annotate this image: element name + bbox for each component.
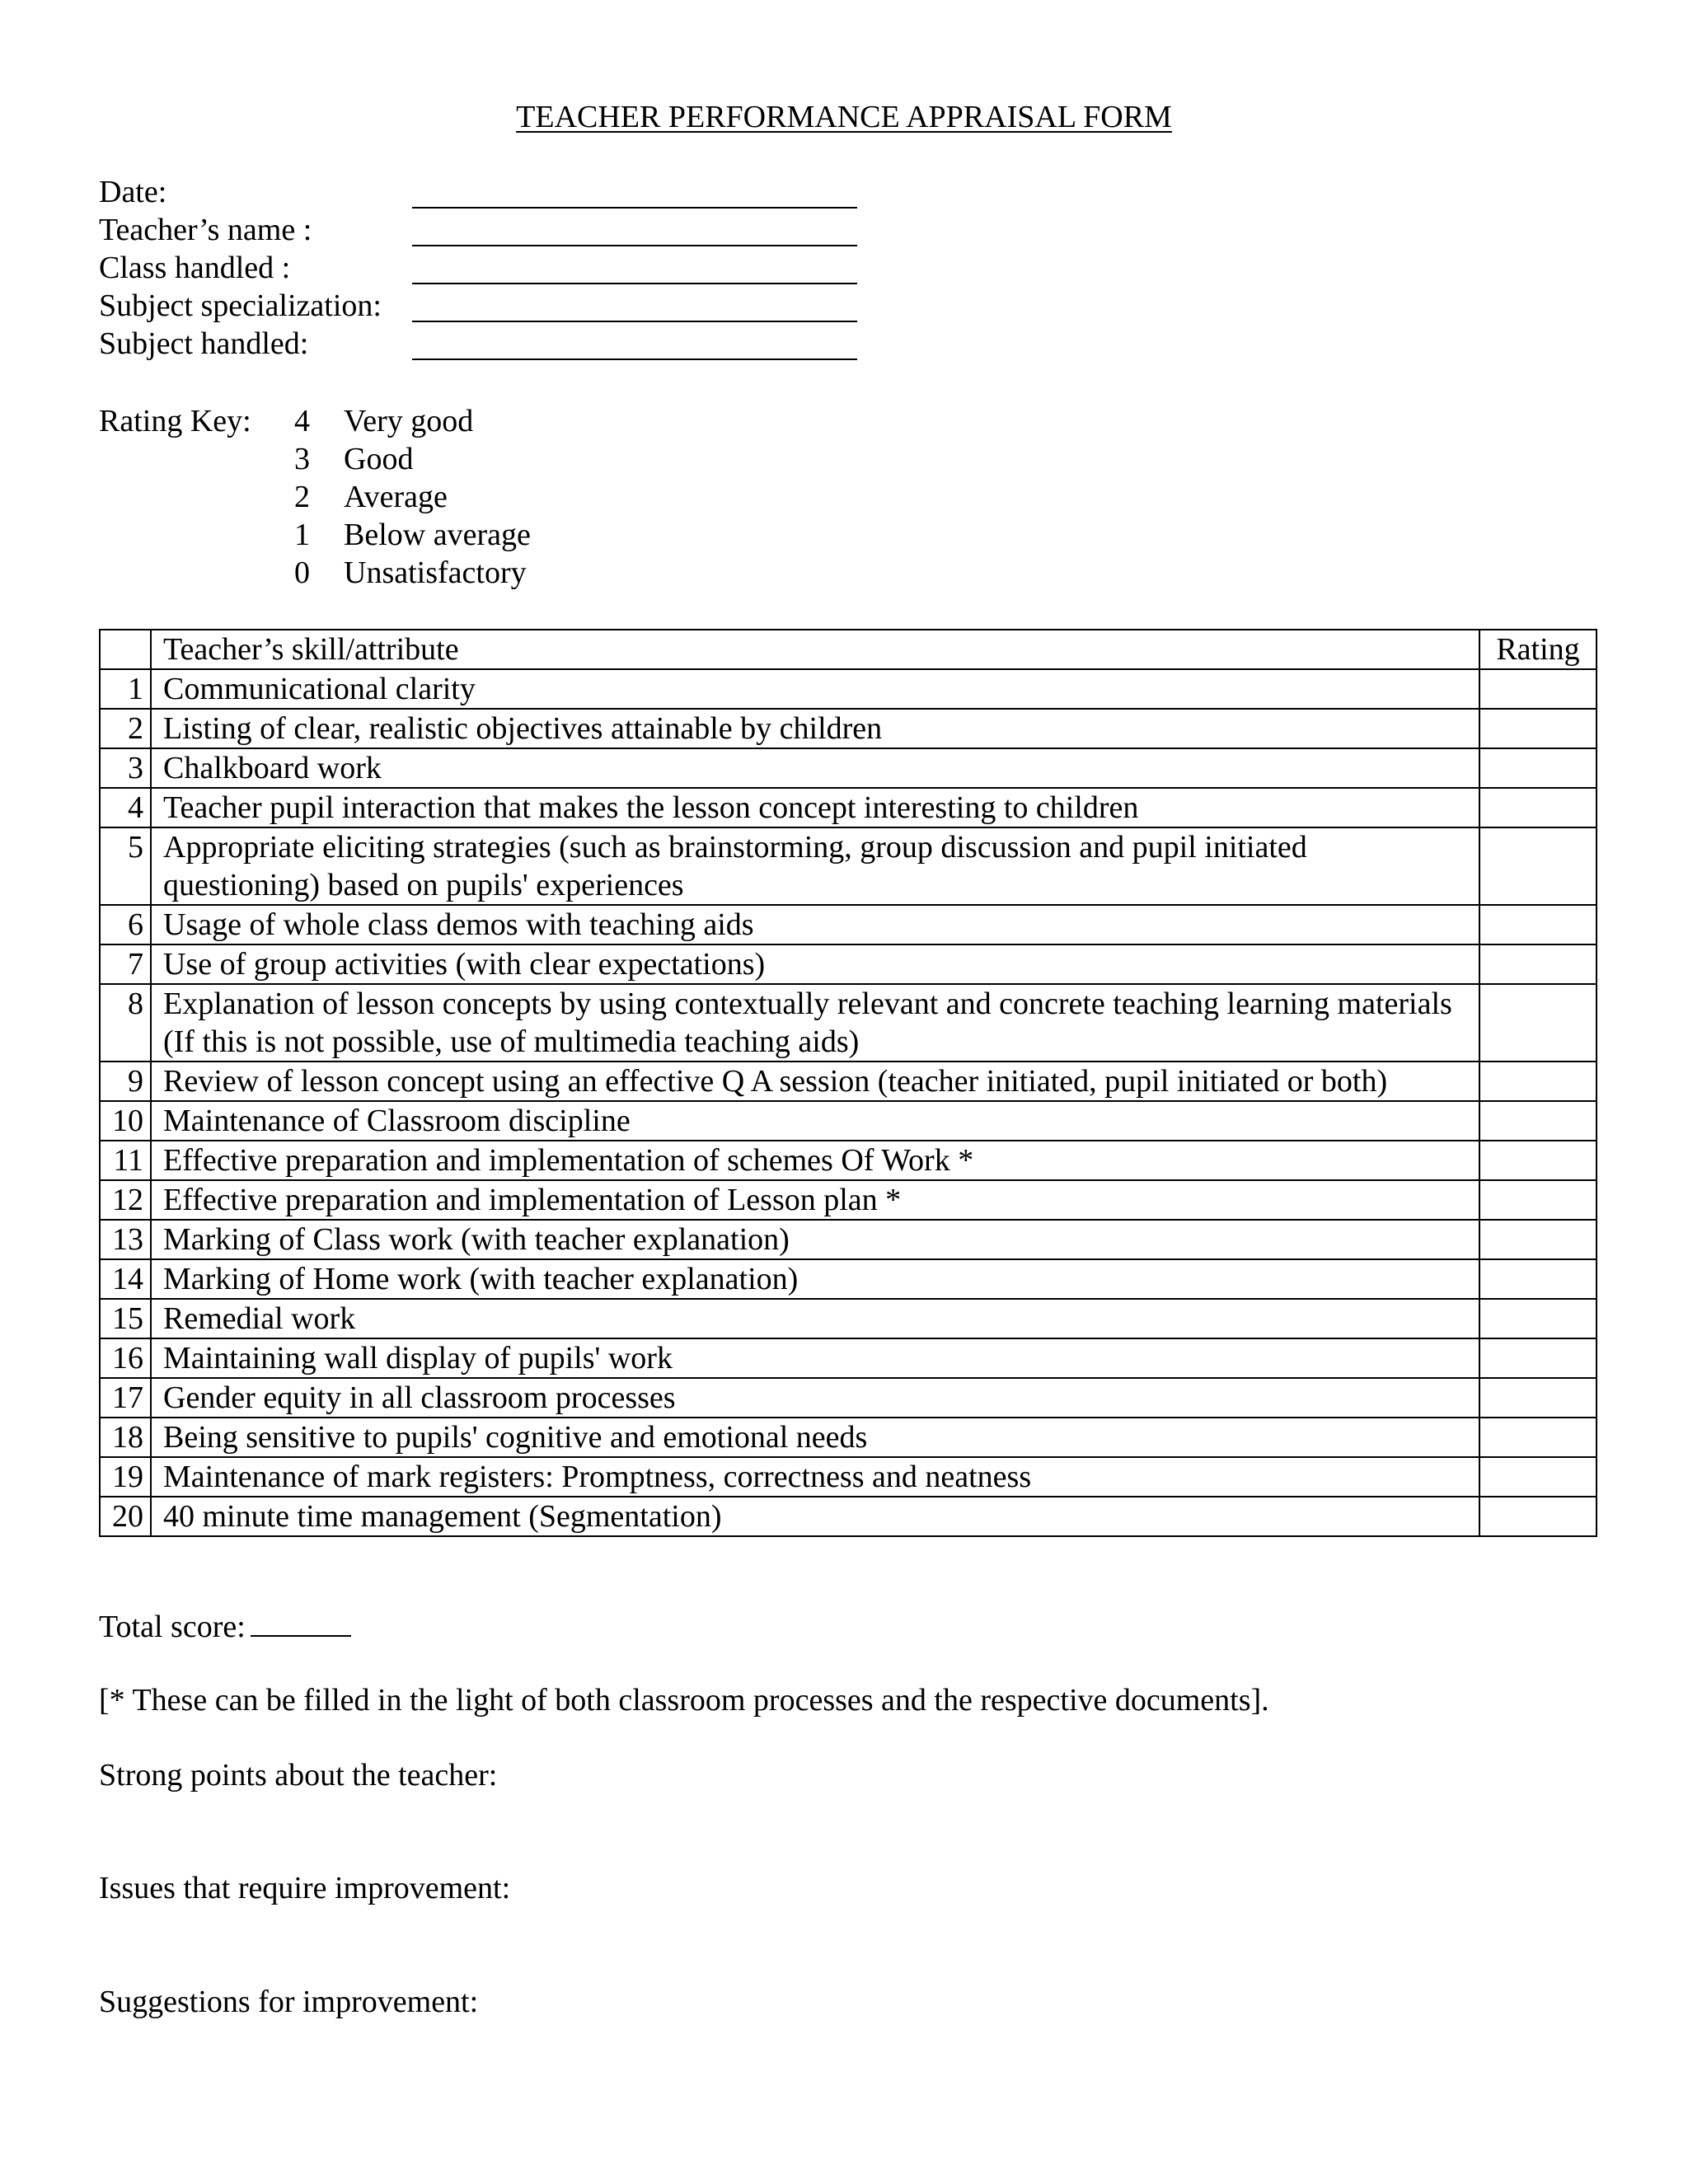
rating-key-value: 4	[294, 404, 310, 438]
row-skill-cell: 40 minute time management (Segmentation)	[151, 1497, 1479, 1536]
row-number-cell: 5	[100, 827, 151, 905]
row-rating-cell[interactable]	[1479, 1062, 1597, 1101]
field-label: Teacher’s name :	[99, 213, 312, 247]
rating-key-item	[294, 554, 527, 592]
row-skill-cell: Maintenance of Classroom discipline	[151, 1101, 1479, 1141]
table-row	[100, 905, 1597, 944]
field-blank-line[interactable]	[412, 207, 857, 209]
row-skill-cell: Remedial work	[151, 1299, 1479, 1338]
field-blank-line[interactable]	[412, 283, 857, 284]
rating-key-item	[294, 516, 531, 554]
row-rating-cell[interactable]	[1479, 1418, 1597, 1457]
row-rating-cell[interactable]	[1479, 1180, 1597, 1220]
row-number-cell: 12	[100, 1180, 151, 1220]
row-number-cell: 4	[100, 788, 151, 827]
rating-key-value: 1	[294, 518, 310, 552]
strong-points-label: Strong points about the teacher:	[99, 1758, 498, 1793]
table-row	[100, 1141, 1597, 1180]
row-skill-cell: Teacher pupil interaction that makes the lesson concept interesting to children	[151, 788, 1479, 827]
row-rating-cell[interactable]	[1479, 1497, 1597, 1536]
rating-key-item	[294, 478, 448, 516]
row-rating-cell[interactable]	[1479, 748, 1597, 788]
row-rating-cell[interactable]	[1479, 1457, 1597, 1497]
table-row	[100, 1101, 1597, 1141]
row-skill-cell: Gender equity in all classroom processes	[151, 1378, 1479, 1418]
row-number-cell: 9	[100, 1062, 151, 1101]
row-number-cell: 2	[100, 709, 151, 748]
row-number-cell: 3	[100, 748, 151, 788]
table-row	[100, 1299, 1597, 1338]
row-number-cell: 8	[100, 984, 151, 1062]
row-number-cell: 13	[100, 1220, 151, 1259]
rating-key-label: Rating Key:	[99, 404, 251, 438]
total-score-label: Total score:	[99, 1610, 246, 1644]
row-skill-cell: Effective preparation and implementation of Lesson plan *	[151, 1180, 1479, 1220]
table-row	[100, 1259, 1597, 1299]
row-rating-cell[interactable]	[1479, 984, 1597, 1062]
skills-table-body	[100, 669, 1597, 1536]
table-row	[100, 1220, 1597, 1259]
row-skill-cell: Explanation of lesson concepts by using contextually relevant and concrete teaching learning materials (If this is not possible, use of multimedia teaching aids)	[151, 984, 1479, 1062]
row-skill-cell: Maintenance of mark registers: Promptness, correctness and neatness	[151, 1457, 1479, 1497]
row-number-cell: 20	[100, 1497, 151, 1536]
row-number-cell: 1	[100, 669, 151, 709]
row-rating-cell[interactable]	[1479, 788, 1597, 827]
row-rating-cell[interactable]	[1479, 905, 1597, 944]
row-number-cell: 6	[100, 905, 151, 944]
rating-key-item	[294, 440, 413, 478]
rating-key-text: Unsatisfactory	[344, 555, 527, 590]
row-skill-cell: Appropriate eliciting strategies (such as brainstorming, group discussion and pupil initiated questioning) based on pupils' experiences	[151, 827, 1479, 905]
table-row	[100, 1418, 1597, 1457]
row-number-cell: 10	[100, 1101, 151, 1141]
table-row	[100, 1338, 1597, 1378]
row-rating-cell[interactable]	[1479, 1338, 1597, 1378]
table-row	[100, 1180, 1597, 1220]
table-row	[100, 827, 1597, 905]
header-number-cell	[100, 630, 151, 669]
table-row	[100, 1062, 1597, 1101]
skills-table	[99, 629, 1597, 1537]
row-skill-cell: Maintaining wall display of pupils' work	[151, 1338, 1479, 1378]
rating-key-value: 2	[294, 480, 310, 514]
table-row	[100, 709, 1597, 748]
row-number-cell: 15	[100, 1299, 151, 1338]
field-blank-line[interactable]	[412, 359, 857, 360]
table-row	[100, 944, 1597, 984]
row-rating-cell[interactable]	[1479, 827, 1597, 905]
table-row	[100, 669, 1597, 709]
rating-key-value: 0	[294, 555, 310, 590]
table-row	[100, 788, 1597, 827]
row-rating-cell[interactable]	[1479, 669, 1597, 709]
rating-key-item	[294, 402, 473, 440]
header-skill-cell: Teacher’s skill/attribute	[151, 630, 1479, 669]
field-blank-line[interactable]	[412, 321, 857, 322]
table-row	[100, 1457, 1597, 1497]
row-rating-cell[interactable]	[1479, 1220, 1597, 1259]
suggestions-label: Suggestions for improvement:	[99, 1985, 479, 2019]
footnote: [* These can be filled in the light of both classroom processes and the respective documents].	[99, 1683, 1269, 1718]
field-blank-line[interactable]	[412, 245, 857, 246]
row-number-cell: 14	[100, 1259, 151, 1299]
row-rating-cell[interactable]	[1479, 1378, 1597, 1418]
row-skill-cell: Communicational clarity	[151, 669, 1479, 709]
form-title	[0, 97, 1688, 137]
row-skill-cell: Use of group activities (with clear expectations)	[151, 944, 1479, 984]
row-skill-cell: Listing of clear, realistic objectives attainable by children	[151, 709, 1479, 748]
field-label: Date:	[99, 175, 167, 209]
row-number-cell: 18	[100, 1418, 151, 1457]
row-skill-cell: Being sensitive to pupils' cognitive and emotional needs	[151, 1418, 1479, 1457]
row-number-cell: 17	[100, 1378, 151, 1418]
rating-key-text: Below average	[344, 518, 531, 552]
total-score	[99, 1607, 351, 1646]
row-skill-cell: Effective preparation and implementation of schemes Of Work *	[151, 1141, 1479, 1180]
row-number-cell: 7	[100, 944, 151, 984]
row-rating-cell[interactable]	[1479, 1299, 1597, 1338]
row-skill-cell: Marking of Home work (with teacher explanation)	[151, 1259, 1479, 1299]
table-row	[100, 1497, 1597, 1536]
row-rating-cell[interactable]	[1479, 1101, 1597, 1141]
row-rating-cell[interactable]	[1479, 1259, 1597, 1299]
table-row	[100, 748, 1597, 788]
rating-key-text: Good	[344, 442, 414, 476]
field-label: Subject specialization:	[99, 288, 382, 323]
table-row	[100, 984, 1597, 1062]
row-number-cell: 11	[100, 1141, 151, 1180]
rating-key-text: Very good	[344, 404, 474, 438]
table-row	[100, 1378, 1597, 1418]
total-score-blank[interactable]	[251, 1607, 351, 1637]
row-skill-cell: Review of lesson concept using an effective Q A session (teacher initiated, pupil initiated or both)	[151, 1062, 1479, 1101]
row-rating-cell[interactable]	[1479, 944, 1597, 984]
table-header-row	[100, 630, 1597, 669]
row-skill-cell: Chalkboard work	[151, 748, 1479, 788]
issues-label: Issues that require improvement:	[99, 1871, 511, 1905]
row-skill-cell: Marking of Class work (with teacher explanation)	[151, 1220, 1479, 1259]
form-title-text: TEACHER PERFORMANCE APPRAISAL FORM	[516, 100, 1172, 134]
row-rating-cell[interactable]	[1479, 1141, 1597, 1180]
header-rating-cell: Rating	[1479, 630, 1597, 669]
rating-key-text: Average	[344, 480, 448, 514]
row-rating-cell[interactable]	[1479, 709, 1597, 748]
rating-key-value: 3	[294, 442, 310, 476]
field-label: Class handled :	[99, 251, 291, 285]
row-number-cell: 19	[100, 1457, 151, 1497]
row-number-cell: 16	[100, 1338, 151, 1378]
row-skill-cell: Usage of whole class demos with teaching aids	[151, 905, 1479, 944]
field-label: Subject handled:	[99, 326, 309, 361]
